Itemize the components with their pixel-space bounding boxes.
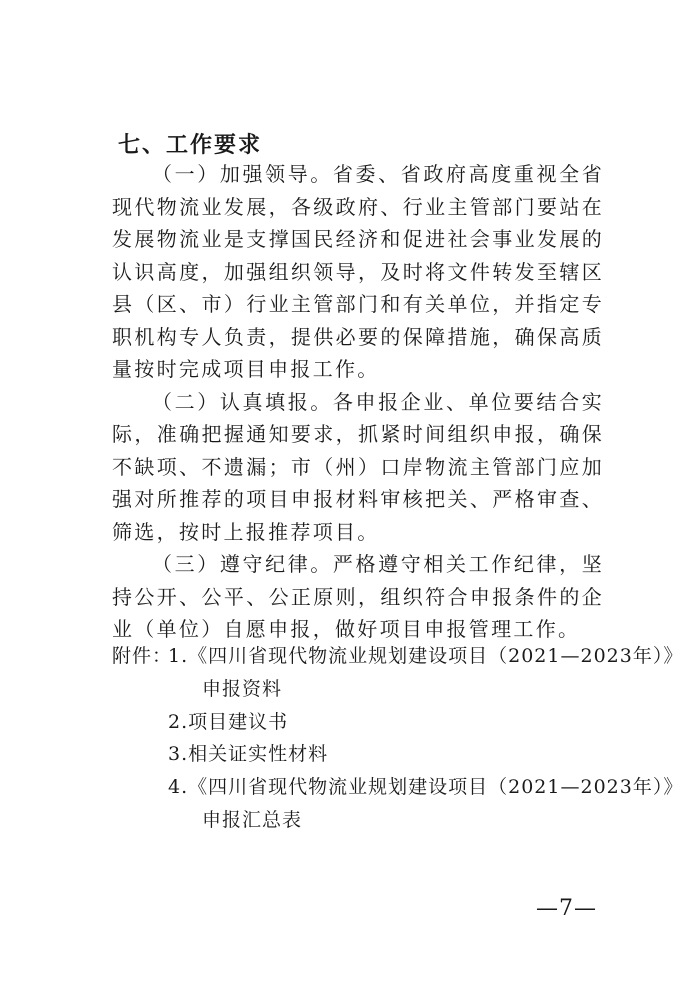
- section-body: [112, 158, 604, 646]
- attachment-title-continued: 申报资料: [202, 677, 283, 700]
- attachment-title-continued: 申报汇总表: [202, 808, 303, 831]
- paragraph-filling: （二）认真填报。各申报企业、单位要结合实际，准确把握通知要求，抓紧时间组织申报，确保不缺项、不遗漏；市（州）口岸物流主管部门应加强对所推荐的项目申报材料审核把关、严格审查、筛选，按时上报推荐项目。: [112, 389, 604, 544]
- attachments-label: 附件：: [112, 645, 173, 667]
- attachment-item: 4.《四川省现代物流业规划建设项目（2021—2023年）》: [168, 776, 684, 799]
- attachment-title: 1.《四川省现代物流业规划建设项目（2021—2023年）》: [168, 645, 684, 667]
- paragraph-discipline: （三）遵守纪律。严格遵守相关工作纪律，坚持公开、公平、公正原则，组织符合申报条件的企业（单位）自愿申报，做好项目申报管理工作。: [112, 552, 604, 641]
- paragraph-leadership: （一）加强领导。省委、省政府高度重视全省现代物流业发展，各级政府、行业主管部门要站在发展物流业是支撑国民经济和促进社会事业发展的认识高度，加强组织领导，及时将文件转发至辖区县（区、市）行业主管部门和有关单位，并指定专职机构专人负责，提供必要的保障措施，确保高质量按时完成项目申报工作。: [112, 162, 604, 381]
- section-title: 七、工作要求: [118, 133, 263, 158]
- page-number: —7—: [536, 896, 597, 921]
- attachment-item: [112, 640, 684, 673]
- attachment-item: 3.相关证实性材料: [168, 743, 329, 766]
- attachments-list: [112, 640, 684, 837]
- attachment-item: 2.项目建议书: [168, 710, 289, 733]
